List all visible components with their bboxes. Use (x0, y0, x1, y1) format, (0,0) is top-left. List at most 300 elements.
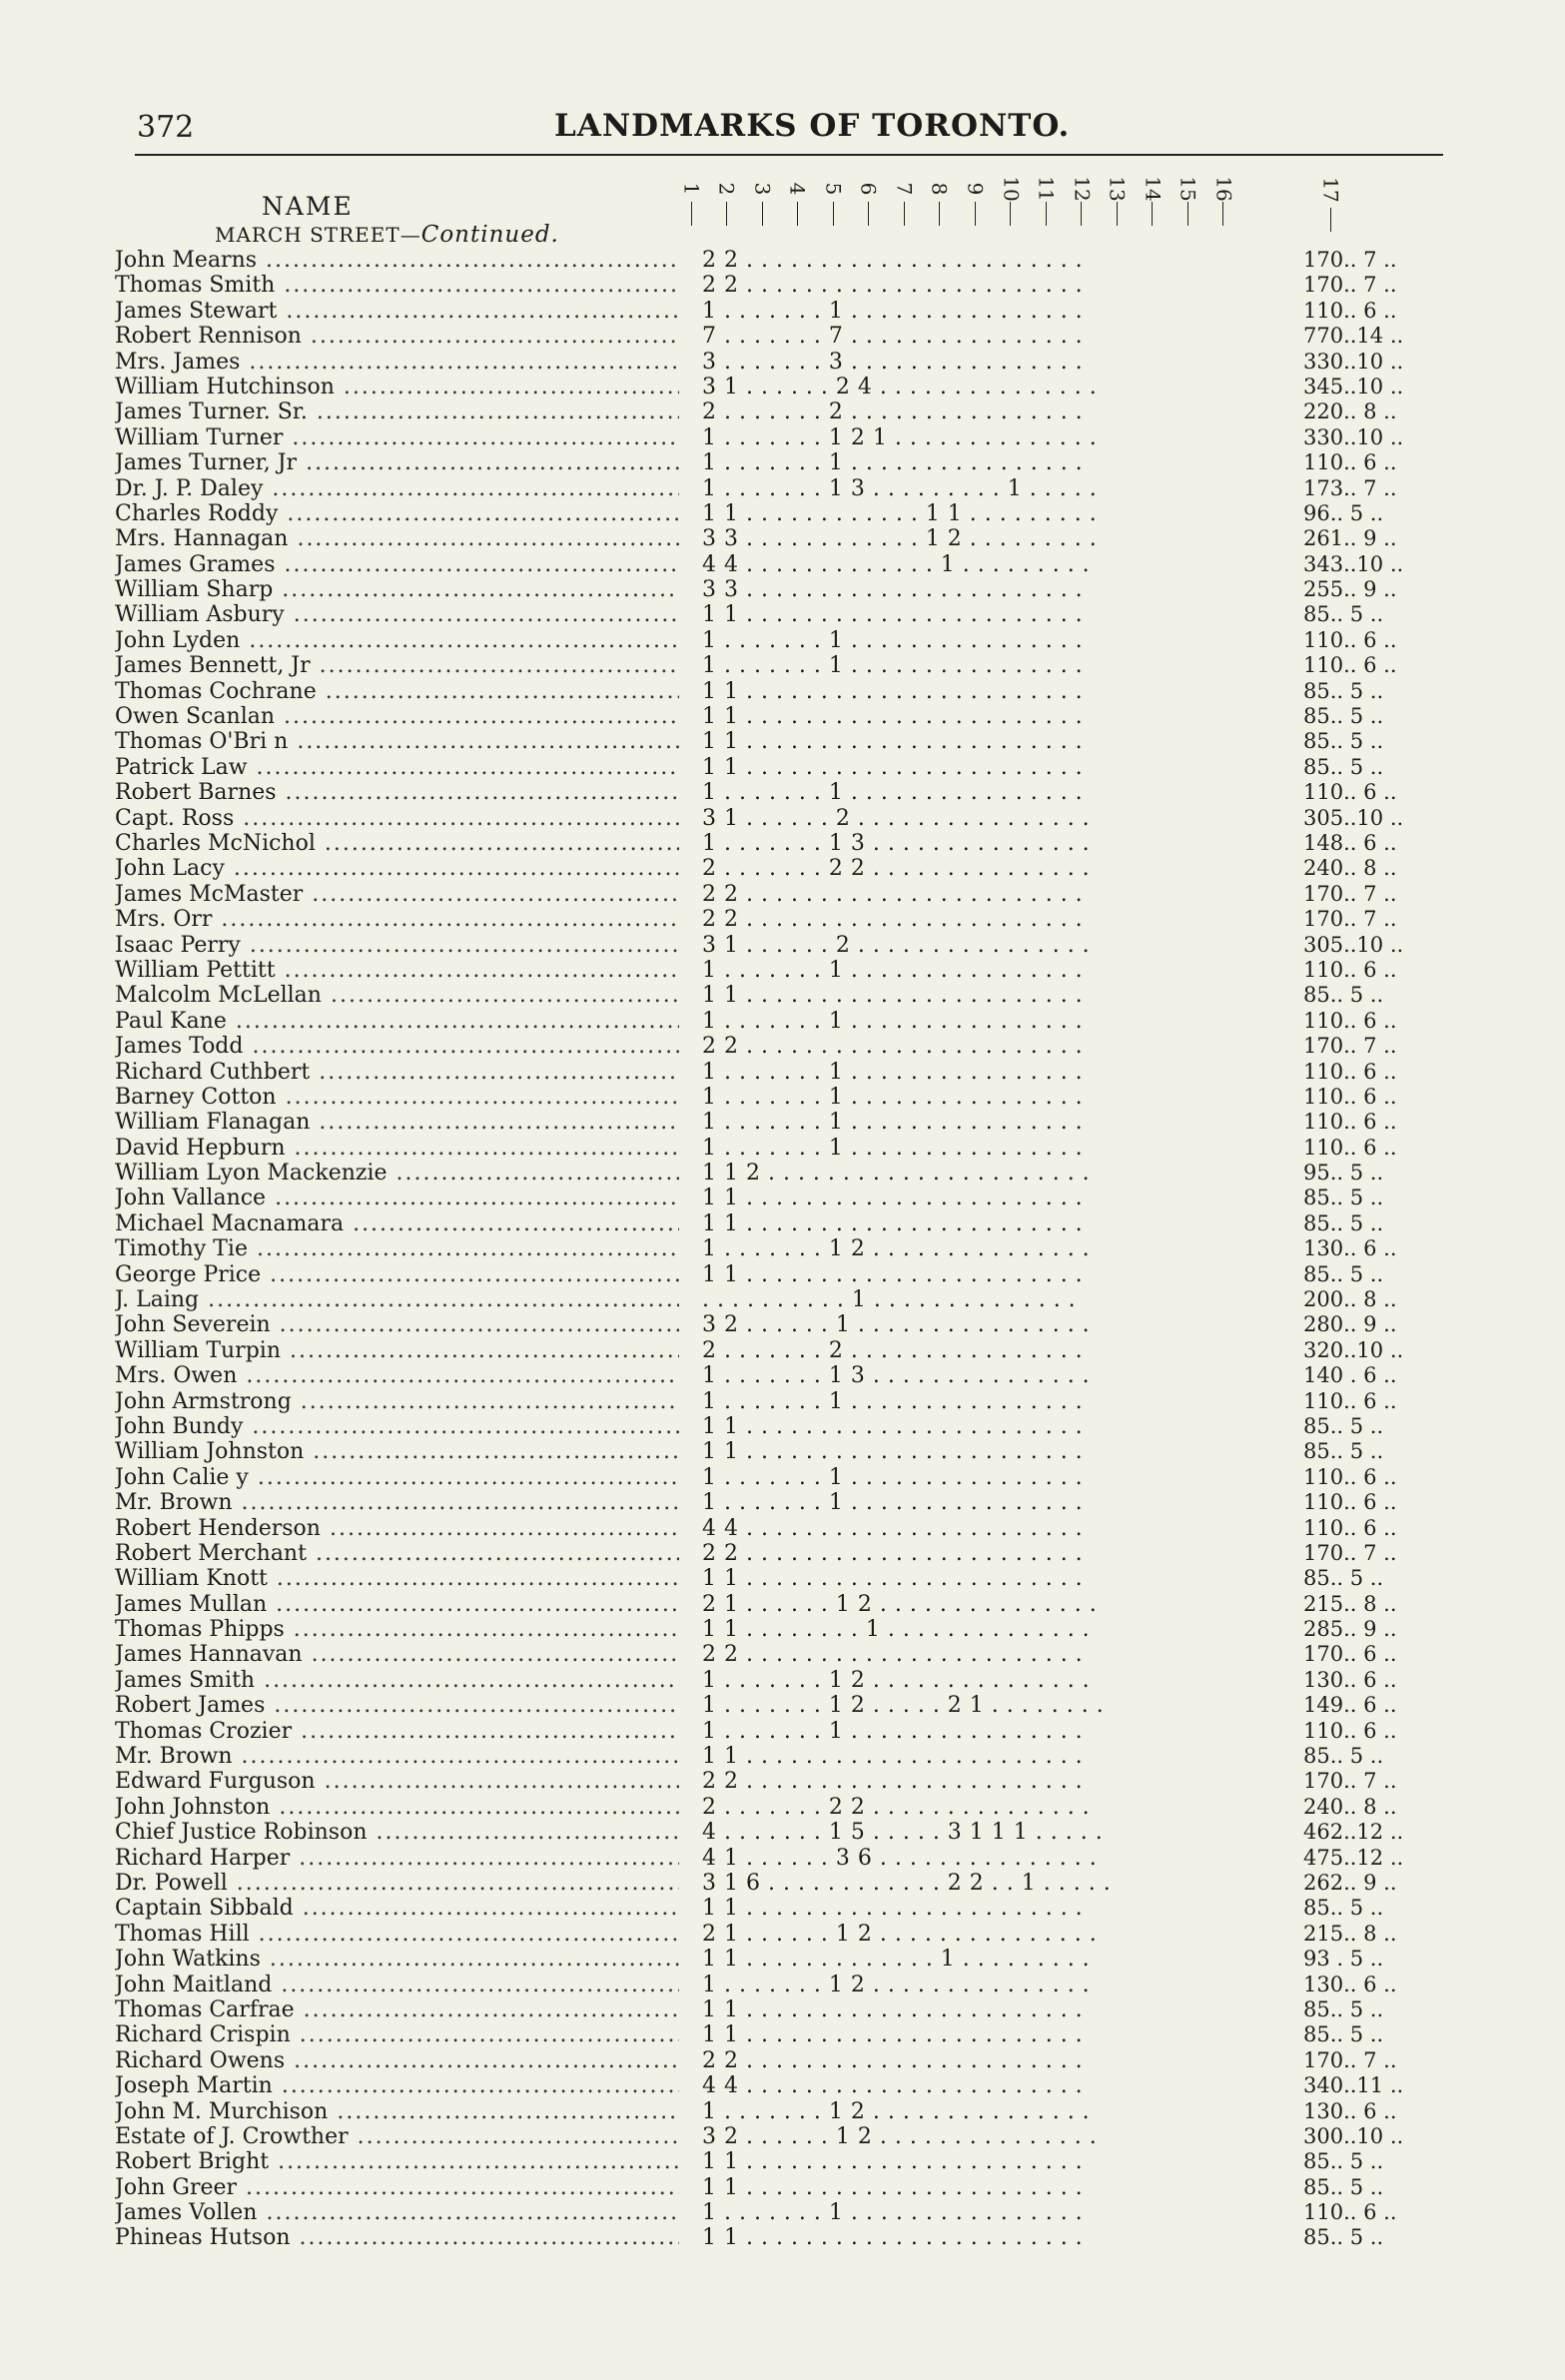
column-values: 1 1 2 . . . . . . . . . . . . . . . . . . . . . . (702, 1161, 1091, 1187)
column-values: 1 . . . . . . . 1 2 . . . . . . . . . . . . . . . (702, 1972, 1091, 1997)
column-values: 7 . . . . . . . 7 . . . . . . . . . . . . . . . . (702, 324, 1084, 350)
owner-name: William Johnston ..... (115, 1439, 679, 1464)
assessment-total: 140 . 6 .. (1303, 1363, 1397, 1388)
table-row (115, 755, 1453, 780)
table-row (115, 2099, 1453, 2124)
assessment-total: 85.. 5 .. (1303, 602, 1384, 627)
table-row (115, 1312, 1453, 1337)
column-heading (963, 178, 987, 226)
table-row (115, 1719, 1453, 1744)
column-heading (1034, 178, 1058, 226)
owner-name: Richard Owens ..... (115, 2048, 679, 2073)
owner-name: George Price ..... (115, 1262, 679, 1287)
owner-name: Chief Justice Robinson ..... (115, 1820, 679, 1845)
owner-name: Charles McNichol ..... (115, 831, 679, 856)
owner-name: Charles Roddy ..... (115, 501, 679, 526)
assessment-total: 280.. 9 .. (1303, 1312, 1397, 1337)
owner-name: James McMaster ..... (115, 882, 679, 907)
assessment-total: 85.. 5 .. (1303, 2022, 1384, 2047)
column-values: 1 1 . . . . . . . . . . . . . . . . . . . . . . . (702, 678, 1084, 704)
owner-name: John Vallance ..... (115, 1186, 679, 1210)
table-row (115, 1592, 1453, 1617)
table-row (115, 2175, 1453, 2200)
assessment-total: 110.. 6 .. (1303, 627, 1397, 652)
column-values: 1 1 . . . . . . . . . . . . . 1 . . . . . . . . . (702, 1947, 1091, 1973)
owner-name: William Pettitt ..... (115, 958, 679, 983)
name-column-heading: NAME (262, 192, 354, 221)
table-row (115, 1896, 1453, 1921)
assessment-total: 110.. 6 .. (1303, 780, 1397, 805)
owner-name: Malcolm McLellan ..... (115, 983, 679, 1008)
column-values: 1 1 . . . . . . . . . . . . . . . . . . . . . . . (702, 1210, 1084, 1236)
table-row (115, 375, 1453, 399)
owner-name: Robert Henderson ..... (115, 1516, 679, 1541)
assessment-total: 170.. 6 .. (1303, 1642, 1397, 1667)
owner-name: Patrick Law ..... (115, 755, 679, 780)
assessment-total: 96.. 5 .. (1303, 500, 1384, 525)
column-values: 1 . . . . . . . 1 . . . . . . . . . . . . . . . . (702, 450, 1084, 476)
assessment-total: 110.. 6 .. (1303, 653, 1397, 678)
column-values: 2 1 . . . . . . 1 2 . . . . . . . . . . . . . . . (702, 1591, 1098, 1617)
column-values: 1 1 . . . . . . . . . . . . . . . . . . . . . . . (702, 2149, 1084, 2175)
assessment-total: 200.. 8 .. (1303, 1287, 1397, 1312)
owner-name: Owen Scanlan ..... (115, 704, 679, 729)
owner-name: Mr. Brown ..... (115, 1744, 679, 1769)
table-row (115, 1516, 1453, 1541)
column-number: 4 (785, 182, 810, 196)
table-row (115, 1490, 1453, 1515)
owner-name: John Lyden ..... (115, 628, 679, 653)
assessment-total: 110.. 6 .. (1303, 1135, 1397, 1160)
assessment-total: 110.. 6 .. (1303, 1110, 1397, 1135)
column-values: 1 1 . . . . . . . . . . . . . . . . . . . . . . . (702, 1186, 1084, 1211)
table-row (115, 2073, 1453, 2098)
column-number: 2 (714, 182, 739, 196)
table-row (115, 1744, 1453, 1769)
assessment-total: 261.. 9 .. (1303, 526, 1397, 551)
owner-name: Thomas Hill ..... (115, 1922, 679, 1947)
assessment-total: 320..10 .. (1303, 1337, 1404, 1362)
owner-name: Dr. J. P. Daley ..... (115, 476, 679, 501)
table-row (115, 1439, 1453, 1464)
column-values: 1 1 . . . . . . . . . . . . . . . . . . . . . . . (702, 2022, 1084, 2048)
owner-name: Timothy Tie ..... (115, 1236, 679, 1261)
table-row (115, 2048, 1453, 2073)
column-values: 2 2 . . . . . . . . . . . . . . . . . . . . . . . (702, 1642, 1084, 1668)
assessment-total: 130.. 6 .. (1303, 1972, 1397, 1996)
owner-name: Isaac Perry ..... (115, 933, 679, 958)
table-row (115, 1161, 1453, 1186)
table-row (115, 1060, 1453, 1085)
column-values: 2 2 . . . . . . . . . . . . . . . . . . . . . . . (702, 1769, 1084, 1795)
column-number: 13 (1105, 176, 1130, 202)
column-values: 1 . . . . . . . 1 . . . . . . . . . . . . . . . . (702, 1110, 1084, 1136)
column-heading (786, 178, 810, 226)
owner-name: James Grames ..... (115, 552, 679, 577)
column-heading (892, 178, 916, 226)
assessment-total: 85.. 5 .. (1303, 678, 1384, 703)
owner-name: Barney Cotton ..... (115, 1085, 679, 1110)
column-values: 1 . . . . . . . 1 2 . . . . . 2 1 . . . . . . . . (702, 1693, 1105, 1719)
column-values: 1 . . . . . . . 1 2 1 . . . . . . . . . . . . . . (702, 424, 1098, 450)
table-row (115, 1009, 1453, 1034)
table-row (115, 425, 1453, 450)
column-values: 1 1 . . . . . . . . . . . . . . . . . . . . . . . (702, 2174, 1084, 2200)
assessment-total: 170.. 7 .. (1303, 1769, 1397, 1794)
column-values: 2 . . . . . . . 2 . . . . . . . . . . . . . . . . (702, 399, 1084, 425)
assessment-total: 148.. 6 .. (1303, 830, 1397, 855)
owner-name: Robert Barnes ..... (115, 780, 679, 805)
column-values: 1 1 . . . . . . . . . . . . . . . . . . . . . . . (702, 704, 1084, 730)
assessment-total: 110.. 6 .. (1303, 450, 1397, 475)
column-heading (679, 178, 703, 226)
column-values: 3 1 . . . . . . 2 . . . . . . . . . . . . . . . . (702, 805, 1091, 831)
assessment-total: 262.. 9 .. (1303, 1871, 1397, 1895)
assessment-total: 110.. 6 .. (1303, 1464, 1397, 1489)
column-values: 2 2 . . . . . . . . . . . . . . . . . . . . . . . (702, 2047, 1084, 2073)
table-row (115, 704, 1453, 729)
table-row (115, 1997, 1453, 2022)
table-row (115, 2149, 1453, 2174)
owner-name: Paul Kane ..... (115, 1009, 679, 1034)
column-values: 1 . . . . . . . 1 . . . . . . . . . . . . . . . . (702, 1059, 1084, 1085)
owner-name: Captain Sibbald ..... (115, 1896, 679, 1921)
column-values: 1 1 . . . . . . . . . . . . . . . . . . . . . . . (702, 2225, 1084, 2251)
table-row (115, 1236, 1453, 1261)
assessment-total: 130.. 6 .. (1303, 2098, 1397, 2123)
table-row (115, 1846, 1453, 1871)
assessment-total: 475..12 .. (1303, 1845, 1404, 1870)
assessment-total: 330..10 .. (1303, 424, 1404, 449)
owner-name: John Bundy ..... (115, 1414, 679, 1439)
assessment-total: 170.. 7 .. (1303, 907, 1397, 932)
assessment-total: 85.. 5 .. (1303, 1413, 1384, 1438)
assessment-total: 85.. 5 .. (1303, 1896, 1384, 1921)
assessment-total: 85.. 5 .. (1303, 2174, 1384, 2199)
owner-name: Mrs. James ..... (115, 350, 679, 375)
assessment-total: 149.. 6 .. (1303, 1693, 1397, 1718)
assessment-total: 220.. 8 .. (1303, 399, 1397, 424)
column-values: 1 1 . . . . . . . . . . . . . . . . . . . . . . . (702, 1744, 1084, 1770)
assessment-total: 170.. 7 .. (1303, 273, 1397, 298)
assessment-total: 85.. 5 .. (1303, 704, 1384, 729)
column-values: 2 2 . . . . . . . . . . . . . . . . . . . . . . . (702, 273, 1084, 299)
column-values: 1 . . . . . . . 1 . . . . . . . . . . . . . . . . (702, 298, 1084, 324)
assessment-total: 110.. 6 .. (1303, 957, 1397, 982)
owner-name: Thomas O'Bri n ..... (115, 729, 679, 754)
column-number: 10 (999, 176, 1024, 202)
assessment-total: 462..12 .. (1303, 1820, 1404, 1845)
column-values: 1 . . . . . . . 1 3 . . . . . . . . . . . . . . . (702, 830, 1091, 856)
owner-name: James Hannavan ..... (115, 1642, 679, 1667)
owner-name: Robert Rennison ..... (115, 324, 679, 349)
owner-name: William Turner ..... (115, 425, 679, 450)
table-row (115, 1668, 1453, 1693)
assessment-total: 110.. 6 .. (1303, 1084, 1397, 1109)
column-heading-17 (1318, 178, 1342, 232)
assessment-total: 110.. 6 .. (1303, 1515, 1397, 1540)
assessment-total: 170.. 7 .. (1303, 1034, 1397, 1059)
owner-name: Mrs. Orr ..... (115, 907, 679, 932)
table-row (115, 983, 1453, 1008)
column-values: 1 . . . . . . . 1 . . . . . . . . . . . . . . . . (702, 653, 1084, 679)
owner-name: Estate of J. Crowther ..... (115, 2124, 679, 2149)
table-row (115, 1693, 1453, 1718)
assessment-total: 110.. 6 .. (1303, 1388, 1397, 1413)
owner-name: John Lacy ..... (115, 856, 679, 881)
owner-name: Joseph Martin ..... (115, 2073, 679, 2098)
column-number: 8 (927, 182, 952, 196)
table-row (115, 1287, 1453, 1312)
column-heading (750, 178, 774, 226)
table-row (115, 324, 1453, 349)
owner-name: Mr. Brown ..... (115, 1490, 679, 1515)
column-values: 4 . . . . . . . 1 5 . . . . . 3 1 1 1 . . . . . (702, 1820, 1104, 1846)
table-row (115, 628, 1453, 653)
assessment-table (115, 248, 1453, 2251)
page-header (135, 108, 1443, 156)
owner-name: Robert Merchant ..... (115, 1541, 679, 1566)
assessment-total: 110.. 6 .. (1303, 1008, 1397, 1033)
owner-name: Michael Macnamara ..... (115, 1211, 679, 1236)
table-row (115, 933, 1453, 958)
owner-name: J. Laing ..... (115, 1287, 679, 1312)
column-values: 1 . . . . . . . 1 . . . . . . . . . . . . . . . . (702, 1464, 1084, 1490)
column-heading (999, 178, 1023, 226)
owner-name: James Todd ..... (115, 1034, 679, 1059)
column-values: 3 . . . . . . . 3 . . . . . . . . . . . . . . . . (702, 349, 1084, 375)
assessment-total: 285.. 9 .. (1303, 1617, 1397, 1642)
column-values: 4 4 . . . . . . . . . . . . . . . . . . . . . . . (702, 2073, 1084, 2099)
table-row (115, 2225, 1453, 2250)
column-values: 1 . . . . . . . 1 2 . . . . . . . . . . . . . . . (702, 1667, 1091, 1693)
assessment-total: 85.. 5 .. (1303, 1566, 1384, 1591)
assessment-total: 255.. 9 .. (1303, 577, 1397, 602)
column-values: 1 1 . . . . . . . . . . . . . . . . . . . . . . . (702, 983, 1084, 1009)
owner-name: Thomas Phipps ..... (115, 1617, 679, 1642)
assessment-total: 240.. 8 .. (1303, 1794, 1397, 1819)
assessment-total: 110.. 6 .. (1303, 298, 1397, 323)
table-row (115, 2200, 1453, 2225)
assessment-total: 85.. 5 .. (1303, 1744, 1384, 1769)
owner-name: John M. Murchison ..... (115, 2099, 679, 2124)
owner-name: James Smith ..... (115, 1668, 679, 1693)
column-values: 2 2 . . . . . . . . . . . . . . . . . . . . . . . (702, 881, 1084, 907)
table-row (115, 653, 1453, 678)
column-number: 9 (962, 182, 987, 196)
column-values: 2 . . . . . . . 2 . . . . . . . . . . . . . . . . (702, 1337, 1084, 1363)
owner-name: John Severein ..... (115, 1312, 679, 1337)
table-row (115, 1820, 1453, 1845)
column-values: 1 1 . . . . . . . . . . . . . . . . . . . . . . . (702, 1261, 1084, 1287)
column-number: 3 (749, 182, 774, 196)
page-number: 372 (137, 110, 195, 145)
owner-name: William Flanagan ..... (115, 1110, 679, 1135)
assessment-total: 110.. 6 .. (1303, 1490, 1397, 1515)
column-values: 1 1 . . . . . . . . . . . . . . . . . . . . . . . (702, 754, 1084, 780)
assessment-total: 110.. 6 .. (1303, 2200, 1397, 2225)
table-row (115, 1110, 1453, 1135)
assessment-total: 170.. 7 .. (1303, 1540, 1397, 1565)
column-values: 2 2 . . . . . . . . . . . . . . . . . . . . . . . (702, 248, 1084, 273)
owner-name: James Stewart ..... (115, 299, 679, 324)
assessment-total: 173.. 7 .. (1303, 475, 1397, 500)
column-values: 3 2 . . . . . . 1 . . . . . . . . . . . . . . . . (702, 1312, 1091, 1338)
table-row (115, 248, 1453, 273)
table-row (115, 780, 1453, 805)
table-row (115, 1389, 1453, 1414)
owner-name: William Hutchinson ..... (115, 375, 679, 399)
column-number: 6 (856, 182, 881, 196)
column-values: 1 . . . . . . . 1 . . . . . . . . . . . . . . . . (702, 1008, 1084, 1034)
column-values: 1 1 . . . . . . . . 1 . . . . . . . . . . . . . . (702, 1617, 1091, 1643)
column-heading (1141, 178, 1165, 226)
table-row (115, 1769, 1453, 1794)
owner-name: Mrs. Owen ..... (115, 1363, 679, 1388)
column-values: 2 2 . . . . . . . . . . . . . . . . . . . . . . . (702, 1540, 1084, 1566)
assessment-total: 330..10 .. (1303, 349, 1404, 374)
owner-name: John Armstrong ..... (115, 1389, 679, 1414)
owner-name: Thomas Carfrae ..... (115, 1997, 679, 2022)
column-heading (1070, 178, 1094, 226)
column-number: 11 (1034, 176, 1059, 202)
table-row (115, 831, 1453, 856)
column-heading (715, 178, 739, 226)
column-values: 2 2 . . . . . . . . . . . . . . . . . . . . . . . (702, 907, 1084, 933)
column-values: 2 2 . . . . . . . . . . . . . . . . . . . . . . . (702, 1034, 1084, 1060)
table-row (115, 1871, 1453, 1896)
column-values: 2 1 . . . . . . 1 2 . . . . . . . . . . . . . . . (702, 1921, 1098, 1947)
assessment-total: 85.. 5 .. (1303, 729, 1384, 754)
assessment-total: 85.. 5 .. (1303, 1439, 1384, 1464)
owner-name: Mrs. Hannagan ..... (115, 526, 679, 551)
column-values: 3 1 . . . . . . 2 . . . . . . . . . . . . . . . . (702, 932, 1091, 958)
column-number: 17 (1318, 177, 1343, 203)
street-suffix: Continued. (420, 222, 559, 248)
owner-name: James Turner, Jr ..... (115, 450, 679, 475)
assessment-total: 170.. 7 .. (1303, 248, 1397, 272)
assessment-total: 770..14 .. (1303, 324, 1404, 349)
column-values: 2 . . . . . . . 2 2 . . . . . . . . . . . . . . . (702, 856, 1091, 882)
column-values: 1 1 . . . . . . . . . . . . . . . . . . . . . . . (702, 729, 1084, 755)
owner-name: David Hepburn ..... (115, 1136, 679, 1161)
owner-name: Richard Harper ..... (115, 1846, 679, 1871)
table-row (115, 1642, 1453, 1667)
assessment-total: 215.. 8 .. (1303, 1921, 1397, 1946)
table-row (115, 399, 1453, 424)
owner-name: Phineas Hutson ..... (115, 2225, 679, 2250)
owner-name: Thomas Cochrane ..... (115, 679, 679, 704)
column-number: 12 (1070, 176, 1095, 202)
column-values: 1 . . . . . . . 1 . . . . . . . . . . . . . . . . (702, 1388, 1084, 1414)
table-row (115, 1186, 1453, 1210)
table-row (115, 729, 1453, 754)
assessment-total: 170.. 7 .. (1303, 2047, 1397, 2072)
owner-name: Capt. Ross ..... (115, 806, 679, 831)
owner-name: Robert James ..... (115, 1693, 679, 1718)
table-row (115, 2124, 1453, 2149)
column-values: 1 . . . . . . . 1 . . . . . . . . . . . . . . . . (702, 957, 1084, 983)
column-heading (821, 178, 845, 226)
owner-name: John Greer ..... (115, 2175, 679, 2200)
table-row (115, 882, 1453, 907)
owner-name: Richard Cuthbert ..... (115, 1060, 679, 1085)
table-row (115, 350, 1453, 375)
assessment-total: 85.. 5 .. (1303, 2225, 1384, 2250)
assessment-total: 305..10 .. (1303, 805, 1404, 830)
assessment-total: 170.. 7 .. (1303, 881, 1397, 906)
owner-name: Richard Crispin ..... (115, 2022, 679, 2047)
column-values: 1 . . . . . . . 1 . . . . . . . . . . . . . . . . (702, 1490, 1084, 1516)
column-values: 3 3 . . . . . . . . . . . . . . . . . . . . . . . (702, 577, 1084, 603)
column-heading (1211, 178, 1235, 226)
assessment-total: 93 . 5 .. (1303, 1947, 1384, 1972)
column-values: 1 . . . . . . . 1 3 . . . . . . . . . 1 . . . . . (702, 475, 1098, 501)
table-row (115, 679, 1453, 704)
owner-name: William Asbury ..... (115, 602, 679, 627)
assessment-total: 305..10 .. (1303, 932, 1404, 957)
owner-name: Thomas Crozier ..... (115, 1719, 679, 1744)
column-values: 3 2 . . . . . . 1 2 . . . . . . . . . . . . . . . (702, 2123, 1098, 2149)
column-values: 1 . . . . . . . 1 . . . . . . . . . . . . . . . . (702, 1135, 1084, 1161)
column-heading (1105, 178, 1129, 226)
numbered-column-headings (679, 178, 1248, 238)
table-row (115, 958, 1453, 983)
column-number: 1 (678, 182, 703, 196)
column-values: 1 1 . . . . . . . . . . . . . . . . . . . . . . . (702, 1413, 1084, 1439)
assessment-total: 130.. 6 .. (1303, 1667, 1397, 1692)
street-heading (215, 222, 559, 248)
table-row (115, 806, 1453, 831)
column-number: 16 (1211, 176, 1236, 202)
assessment-total: 215.. 8 .. (1303, 1591, 1397, 1616)
assessment-total: 85.. 5 .. (1303, 1186, 1384, 1210)
owner-name: James Mullan ..... (115, 1592, 679, 1617)
owner-name: James Bennett, Jr ..... (115, 653, 679, 678)
assessment-total: 85.. 5 .. (1303, 754, 1384, 779)
table-row (115, 1262, 1453, 1287)
table-row (115, 501, 1453, 526)
table-row (115, 1973, 1453, 1997)
column-number: 5 (820, 182, 845, 196)
table-row (115, 1541, 1453, 1566)
table-row (115, 856, 1453, 881)
column-values: 1 1 . . . . . . . . . . . . . . . . . . . . . . . (702, 602, 1084, 628)
column-number: 7 (891, 182, 916, 196)
column-number: 14 (1141, 176, 1166, 202)
column-values: 1 . . . . . . . 1 . . . . . . . . . . . . . . . . (702, 2200, 1084, 2226)
owner-name: James Turner. Sr. ..... (115, 399, 679, 424)
assessment-total: 95.. 5 .. (1303, 1161, 1384, 1186)
owner-name: Robert Bright ..... (115, 2149, 679, 2174)
column-values: 1 . . . . . . . 1 3 . . . . . . . . . . . . . . . (702, 1363, 1091, 1389)
column-values: 1 . . . . . . . 1 . . . . . . . . . . . . . . . . (702, 780, 1084, 806)
column-values: 4 1 . . . . . . 3 6 . . . . . . . . . . . . . . . (702, 1845, 1098, 1871)
column-values: 1 1 . . . . . . . . . . . . . . . . . . . . . . . (702, 1566, 1084, 1592)
column-heading (857, 178, 881, 226)
table-row (115, 1211, 1453, 1236)
table-row (115, 1922, 1453, 1947)
owner-name: William Lyon Mackenzie ..... (115, 1161, 679, 1186)
owner-name: William Turpin ..... (115, 1338, 679, 1363)
assessment-total: 340..11 .. (1303, 2073, 1404, 2098)
table-row (115, 907, 1453, 932)
column-values: 1 . . . . . . . 1 2 . . . . . . . . . . . . . . . (702, 1236, 1091, 1262)
owner-name: William Knott ..... (115, 1566, 679, 1591)
column-values: 1 1 . . . . . . . . . . . . . . . . . . . . . . . (702, 1996, 1084, 2022)
owner-name: Dr. Powell ..... (115, 1871, 679, 1896)
table-row (115, 1947, 1453, 1972)
